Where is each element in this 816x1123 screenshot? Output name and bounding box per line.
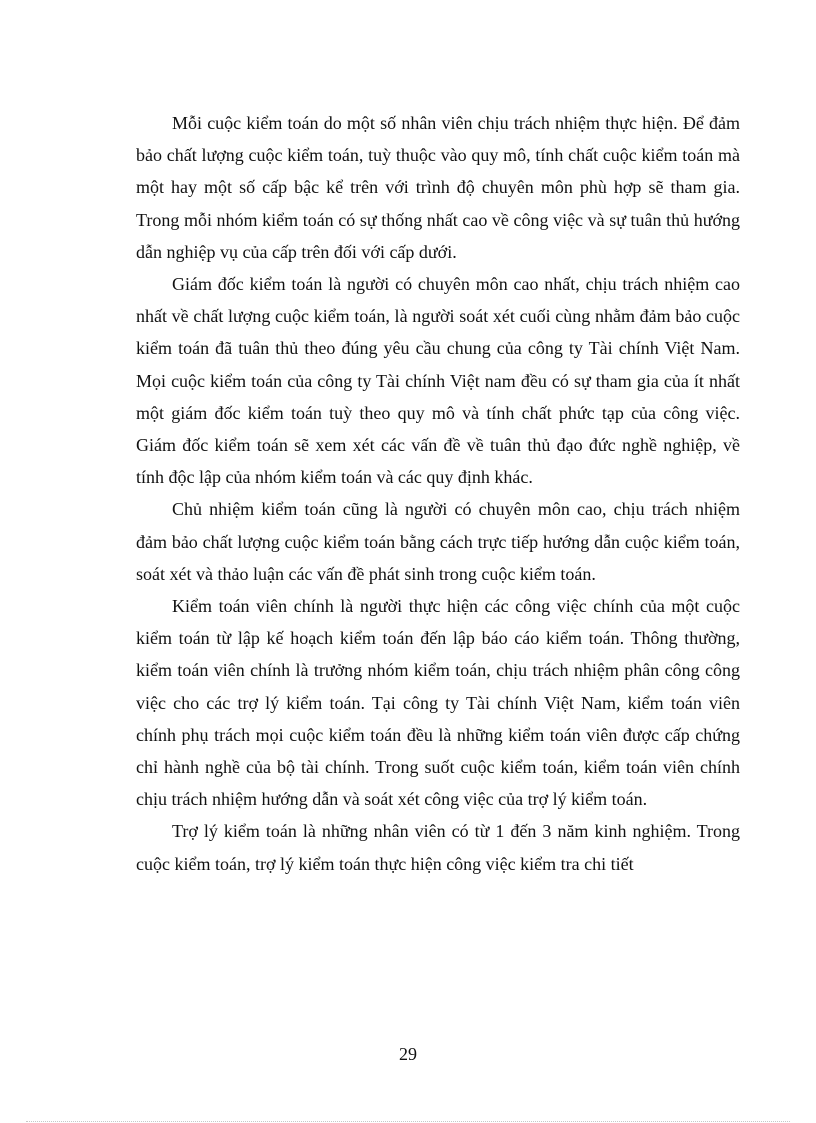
body-text [136, 107, 740, 880]
paragraph-audit-assistant: Trợ lý kiểm toán là những nhân viên có từ 1 đến 3 năm kinh nghiệm. Trong cuộc kiểm toán, trợ lý kiểm toán thực hiện công việc kiểm tra chi tiết [136, 821, 740, 874]
page-bottom-divider [26, 1121, 790, 1122]
paragraph-audit-director: Giám đốc kiểm toán là người có chuyên môn cao nhất, chịu trách nhiệm cao nhất về chất lượng cuộc kiểm toán, là người soát xét cuối cùng nhằm đảm bảo cuộc kiểm toán đã tuân thủ theo đúng yêu cầu chung của công ty Tài chính Việt Nam. Mọi cuộc kiểm toán của công ty Tài chính Việt nam đều có sự tham gia của ít nhất một giám đốc kiểm toán tuỳ theo quy mô và tính chất phức tạp của công việc. Giám đốc kiểm toán sẽ xem xét các vấn đề về tuân thủ đạo đức nghề nghiệp, về tính độc lập của nhóm kiểm toán và các quy định khác. [136, 274, 740, 488]
paragraph-senior-auditor: Kiểm toán viên chính là người thực hiện các công việc chính của một cuộc kiểm toán từ lập kế hoạch kiểm toán đến lập báo cáo kiểm toán. Thông thường, kiểm toán viên chính là trưởng nhóm kiểm toán, chịu trách nhiệm phân công công việc cho các trợ lý kiểm toán. Tại công ty Tài chính Việt Nam, kiểm toán viên chính phụ trách mọi cuộc kiểm toán đều là những kiểm toán viên được cấp chứng chỉ hành nghề của bộ tài chính. Trong suốt cuộc kiểm toán, kiểm toán viên chính chịu trách nhiệm hướng dẫn và soát xét công việc của trợ lý kiểm toán. [136, 596, 740, 810]
paragraph-audit-staffing: Mỗi cuộc kiểm toán do một số nhân viên chịu trách nhiệm thực hiện. Để đảm bảo chất lượng cuộc kiểm toán, tuỳ thuộc vào quy mô, tính chất cuộc kiểm toán mà một hay một số cấp bậc kể trên với trình độ chuyên môn phù hợp sẽ tham gia. Trong mỗi nhóm kiểm toán có sự thống nhất cao về công việc và sự tuân thủ hướng dẫn nghiệp vụ của cấp trên đối với cấp dưới. [136, 113, 740, 262]
paragraph-audit-manager: Chủ nhiệm kiểm toán cũng là người có chuyên môn cao, chịu trách nhiệm đảm bảo chất lượng cuộc kiểm toán bằng cách trực tiếp hướng dẫn cuộc kiểm toán, soát xét và thảo luận các vấn đề phát sinh trong cuộc kiểm toán. [136, 499, 740, 584]
page-number: 29 [399, 1044, 417, 1064]
